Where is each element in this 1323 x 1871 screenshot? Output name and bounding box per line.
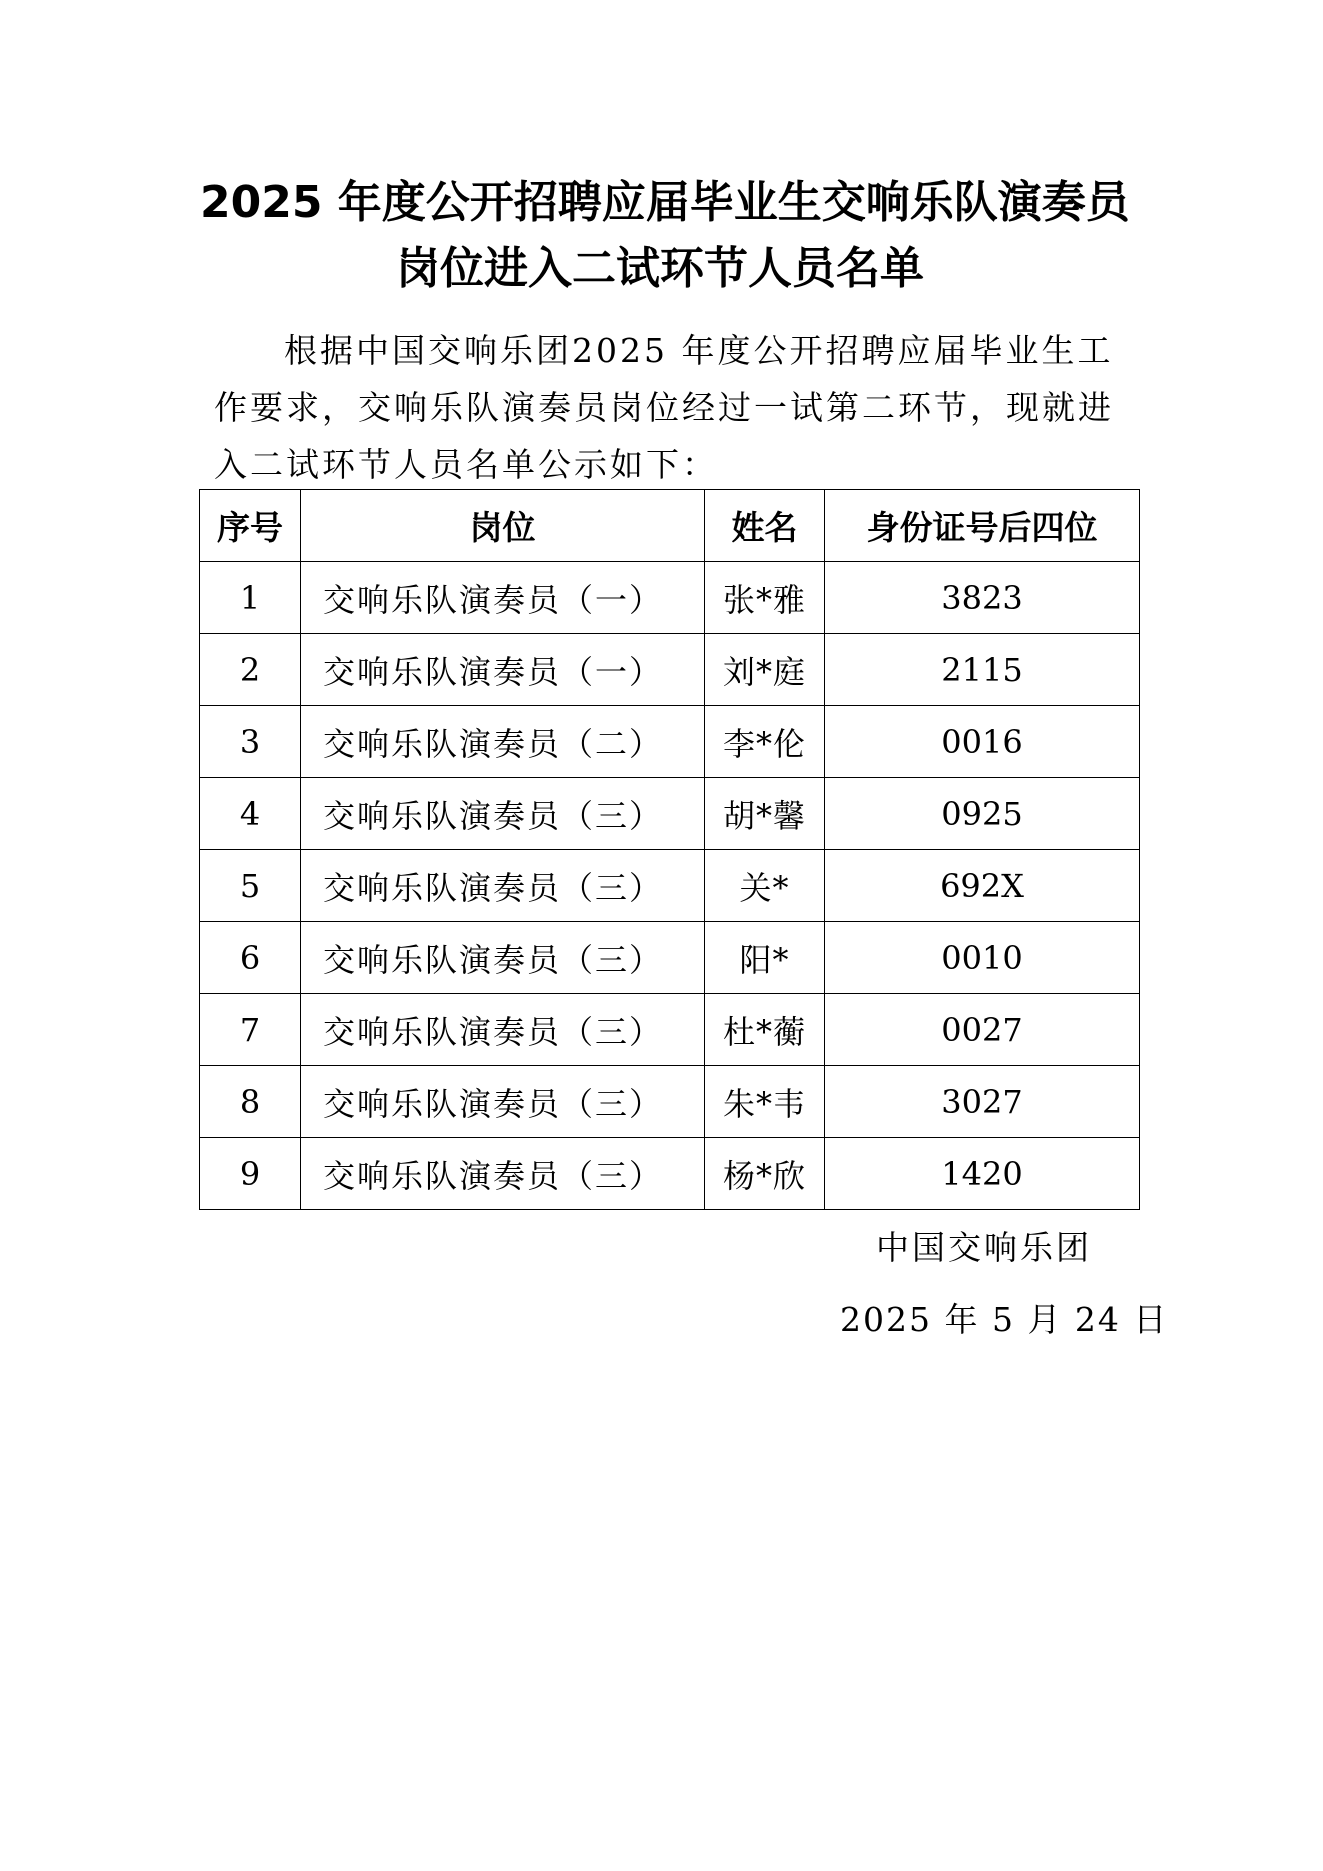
cell-no: 2	[200, 634, 301, 706]
document-title	[200, 170, 1130, 302]
table-row	[200, 994, 1140, 1066]
cell-post: 交响乐队演奏员（三）	[301, 994, 705, 1066]
cell-name: 阳*	[705, 922, 825, 994]
cell-name: 李*伦	[705, 706, 825, 778]
cell-post: 交响乐队演奏员（一）	[301, 634, 705, 706]
table-row	[200, 1138, 1140, 1210]
table-row	[200, 1066, 1140, 1138]
table-row	[200, 778, 1140, 850]
cell-no: 9	[200, 1138, 301, 1210]
table-row	[200, 562, 1140, 634]
cell-id: 1420	[825, 1138, 1140, 1210]
table-row	[200, 922, 1140, 994]
cell-post: 交响乐队演奏员（三）	[301, 1066, 705, 1138]
header-id: 身份证号后四位	[825, 490, 1140, 562]
header-post: 岗位	[301, 490, 705, 562]
cell-name: 张*雅	[705, 562, 825, 634]
header-name: 姓名	[705, 490, 825, 562]
table-row	[200, 850, 1140, 922]
cell-post: 交响乐队演奏员（一）	[301, 562, 705, 634]
issuer-signature: 中国交响乐团	[876, 1228, 1092, 1267]
title-line-2: 岗位进入二试环节人员名单	[396, 243, 924, 294]
cell-no: 7	[200, 994, 301, 1066]
cell-no: 4	[200, 778, 301, 850]
cell-no: 8	[200, 1066, 301, 1138]
cell-no: 6	[200, 922, 301, 994]
cell-post: 交响乐队演奏员（三）	[301, 778, 705, 850]
candidate-table	[199, 489, 1140, 1210]
cell-name: 杨*欣	[705, 1138, 825, 1210]
cell-id: 692X	[825, 850, 1140, 922]
cell-id: 0010	[825, 922, 1140, 994]
cell-post: 交响乐队演奏员（三）	[301, 922, 705, 994]
cell-name: 杜*蘅	[705, 994, 825, 1066]
table-row	[200, 634, 1140, 706]
cell-name: 胡*馨	[705, 778, 825, 850]
title-line-1: 2025 年度公开招聘应届毕业生交响乐队演奏员	[200, 177, 1130, 228]
cell-post: 交响乐队演奏员（三）	[301, 850, 705, 922]
cell-id: 3027	[825, 1066, 1140, 1138]
cell-post: 交响乐队演奏员（三）	[301, 1138, 705, 1210]
cell-name: 刘*庭	[705, 634, 825, 706]
cell-id: 3823	[825, 562, 1140, 634]
cell-id: 0027	[825, 994, 1140, 1066]
cell-id: 0925	[825, 778, 1140, 850]
table-header-row	[200, 490, 1140, 562]
table-row	[200, 706, 1140, 778]
cell-no: 3	[200, 706, 301, 778]
cell-no: 1	[200, 562, 301, 634]
cell-no: 5	[200, 850, 301, 922]
intro-paragraph: 根据中国交响乐团2025 年度公开招聘应届毕业生工作要求，交响乐队演奏员岗位经过一试第二环节，现就进入二试环节人员名单公示如下：	[214, 331, 1114, 484]
header-no: 序号	[200, 490, 301, 562]
issue-date: 2025 年 5 月 24 日	[840, 1300, 1169, 1339]
cell-name: 关*	[705, 850, 825, 922]
cell-id: 0016	[825, 706, 1140, 778]
cell-id: 2115	[825, 634, 1140, 706]
cell-post: 交响乐队演奏员（二）	[301, 706, 705, 778]
cell-name: 朱*韦	[705, 1066, 825, 1138]
